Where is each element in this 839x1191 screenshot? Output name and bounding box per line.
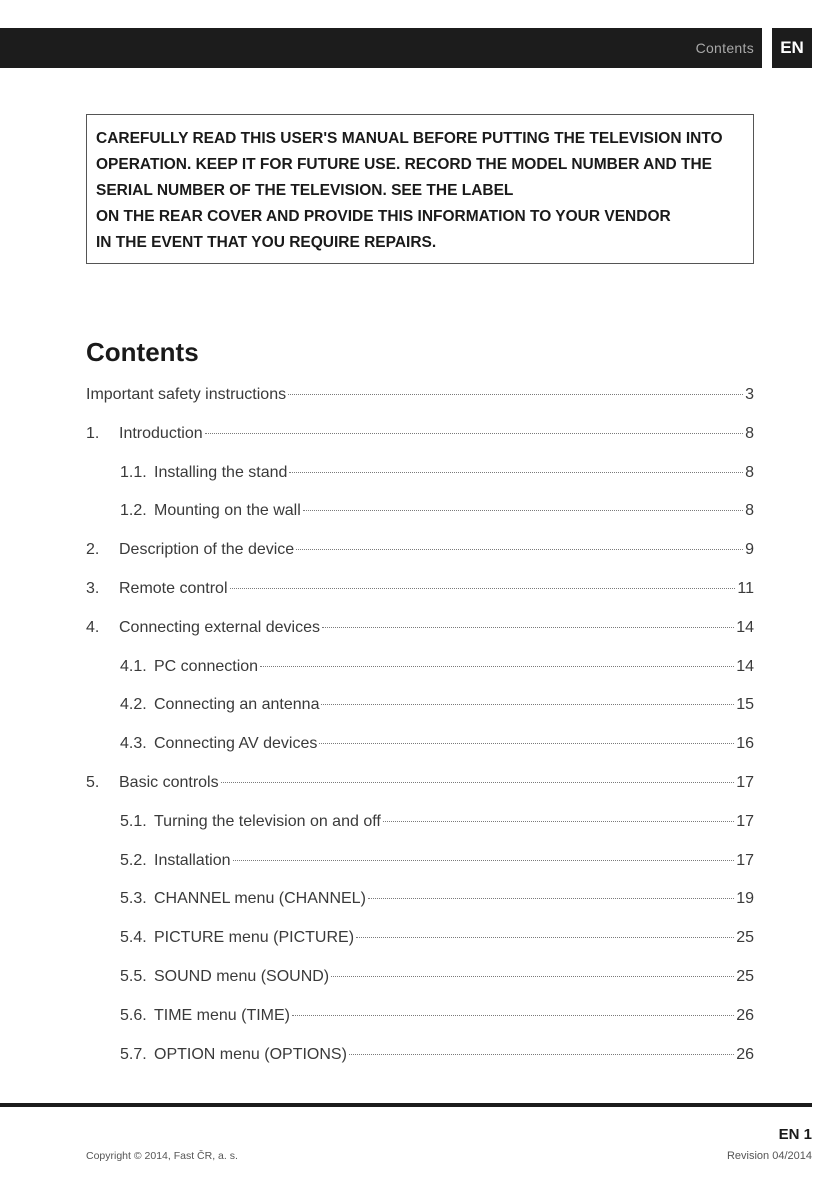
toc-entry[interactable] [120, 1046, 754, 1070]
toc-entry-number: 1.1. [120, 463, 147, 481]
toc-entry-title: Turning the television on and off [154, 812, 381, 830]
toc-dot-leader [331, 976, 734, 977]
toc-dot-leader [260, 666, 734, 667]
toc-dot-leader [319, 743, 734, 744]
toc-entry-page: 17 [736, 851, 754, 869]
toc-entry-page: 19 [736, 890, 754, 908]
toc-entry-number: 5.2. [120, 851, 147, 869]
toc-entry-number: 3. [86, 580, 100, 597]
toc-entry-number: 1. [86, 424, 100, 442]
toc-entry[interactable] [86, 386, 754, 410]
footer-rule [0, 1103, 812, 1107]
toc-entry-number: 5.7. [120, 1045, 147, 1063]
toc-entry-number: 4.2. [120, 696, 147, 714]
toc-dot-leader [230, 588, 736, 589]
toc-entry-title: Installing the stand [154, 463, 288, 481]
toc-dot-leader [233, 860, 735, 861]
header-bar [0, 28, 762, 68]
toc-entry-page: 15 [736, 696, 754, 714]
toc-entry-page: 26 [736, 1045, 754, 1063]
toc-entry[interactable] [86, 774, 754, 798]
toc-dot-leader [383, 821, 734, 822]
toc-entry[interactable] [120, 929, 754, 953]
toc-entry-title: SOUND menu (SOUND) [154, 968, 330, 985]
toc-entry[interactable] [86, 619, 754, 643]
toc-entry-title: Introduction [119, 424, 203, 442]
toc-dot-leader [321, 704, 734, 705]
toc-dot-leader [221, 782, 735, 783]
toc-entry[interactable] [120, 1007, 754, 1031]
toc-entry-title: TIME menu (TIME) [154, 1006, 291, 1024]
page-number: EN 1 [778, 1126, 812, 1143]
warning-line: SERIAL NUMBER OF THE TELEVISION. SEE THE LABEL [96, 182, 514, 199]
toc-entry-title: Connecting an antenna [154, 696, 320, 714]
toc-dot-leader [322, 627, 734, 628]
toc-entry-page: 8 [745, 424, 754, 442]
toc-entry-title: OPTION menu (OPTIONS) [154, 1045, 347, 1063]
warning-line: ON THE REAR COVER AND PROVIDE THIS INFORMATION TO YOUR VENDOR [96, 208, 671, 225]
toc-entry-page: 8 [745, 502, 754, 520]
toc-entry-title: Connecting AV devices [154, 735, 318, 753]
toc-entry-number: 4.1. [120, 657, 147, 675]
toc-entry-title: Important safety instructions [86, 386, 287, 403]
warning-line: CAREFULLY READ THIS USER'S MANUAL BEFORE PUTTING THE TELEVISION INTO [96, 130, 723, 147]
toc-entry-number: 5.5. [120, 968, 147, 985]
toc-entry-title: Description of the device [119, 541, 295, 559]
warning-box [86, 114, 754, 264]
warning-line: OPERATION. KEEP IT FOR FUTURE USE. RECORD THE MODEL NUMBER AND THE [96, 156, 713, 173]
toc-entry-page: 17 [736, 812, 754, 830]
toc-dot-leader [296, 549, 743, 550]
toc-entry[interactable] [86, 580, 754, 604]
toc-entry[interactable] [86, 425, 754, 449]
toc-entry-title: Installation [154, 851, 231, 869]
toc-entry-title: Remote control [119, 580, 228, 597]
header-section-title: Contents [695, 40, 754, 56]
toc-dot-leader [303, 510, 743, 511]
toc-entry-page: 26 [736, 1006, 754, 1024]
toc-entry-number: 4.3. [120, 735, 147, 753]
toc-entry-page: 3 [745, 386, 754, 403]
toc-entry[interactable] [120, 696, 754, 720]
toc-dot-leader [349, 1054, 734, 1055]
toc-entry-page: 9 [745, 541, 754, 559]
toc-entry-title: Mounting on the wall [154, 502, 301, 520]
toc-entry-number: 5.4. [120, 929, 147, 947]
toc-entry-page: 25 [736, 968, 754, 985]
toc-entry[interactable] [120, 658, 754, 682]
toc-dot-leader [288, 394, 743, 395]
toc-entry[interactable] [120, 890, 754, 914]
toc-entry-title: Basic controls [119, 774, 219, 791]
toc-entry-page: 11 [737, 580, 754, 597]
contents-heading: Contents [86, 337, 199, 367]
toc-entry[interactable] [120, 852, 754, 876]
toc-entry-title: Connecting external devices [119, 618, 321, 636]
toc-entry-number: 5.3. [120, 890, 147, 908]
toc-entry[interactable] [86, 541, 754, 565]
toc-entry[interactable] [120, 813, 754, 837]
toc-entry-title: PICTURE menu (PICTURE) [154, 929, 355, 947]
toc-dot-leader [289, 472, 743, 473]
toc-entry-page: 14 [736, 657, 754, 675]
copyright-notice: Copyright © 2014, Fast ČR, a. s. [86, 1150, 238, 1162]
toc-entry-page: 16 [736, 735, 754, 753]
toc-entry[interactable] [120, 502, 754, 526]
toc-entry-number: 5.1. [120, 812, 147, 830]
toc-entry-number: 1.2. [120, 502, 147, 520]
toc-entry-title: PC connection [154, 657, 259, 675]
toc-entry-page: 14 [736, 618, 754, 636]
toc-entry-title: CHANNEL menu (CHANNEL) [154, 890, 366, 908]
toc-entry-page: 17 [736, 774, 754, 791]
toc-dot-leader [368, 898, 734, 899]
toc-dot-leader [292, 1015, 734, 1016]
toc-entry-page: 25 [736, 929, 754, 947]
revision-label: Revision 04/2014 [726, 1150, 812, 1162]
toc-entry-number: 5.6. [120, 1006, 147, 1024]
toc-entry-number: 4. [86, 618, 100, 636]
toc-dot-leader [356, 937, 734, 938]
toc-entry[interactable] [120, 968, 754, 992]
toc-entry[interactable] [120, 735, 754, 759]
toc-entry-page: 8 [745, 463, 754, 481]
toc-entry-number: 5. [86, 774, 100, 791]
language-badge: EN [772, 28, 812, 68]
toc-entry-number: 2. [86, 541, 100, 559]
warning-line: IN THE EVENT THAT YOU REQUIRE REPAIRS. [96, 234, 437, 251]
toc-entry[interactable] [120, 464, 754, 488]
toc-dot-leader [205, 433, 743, 434]
